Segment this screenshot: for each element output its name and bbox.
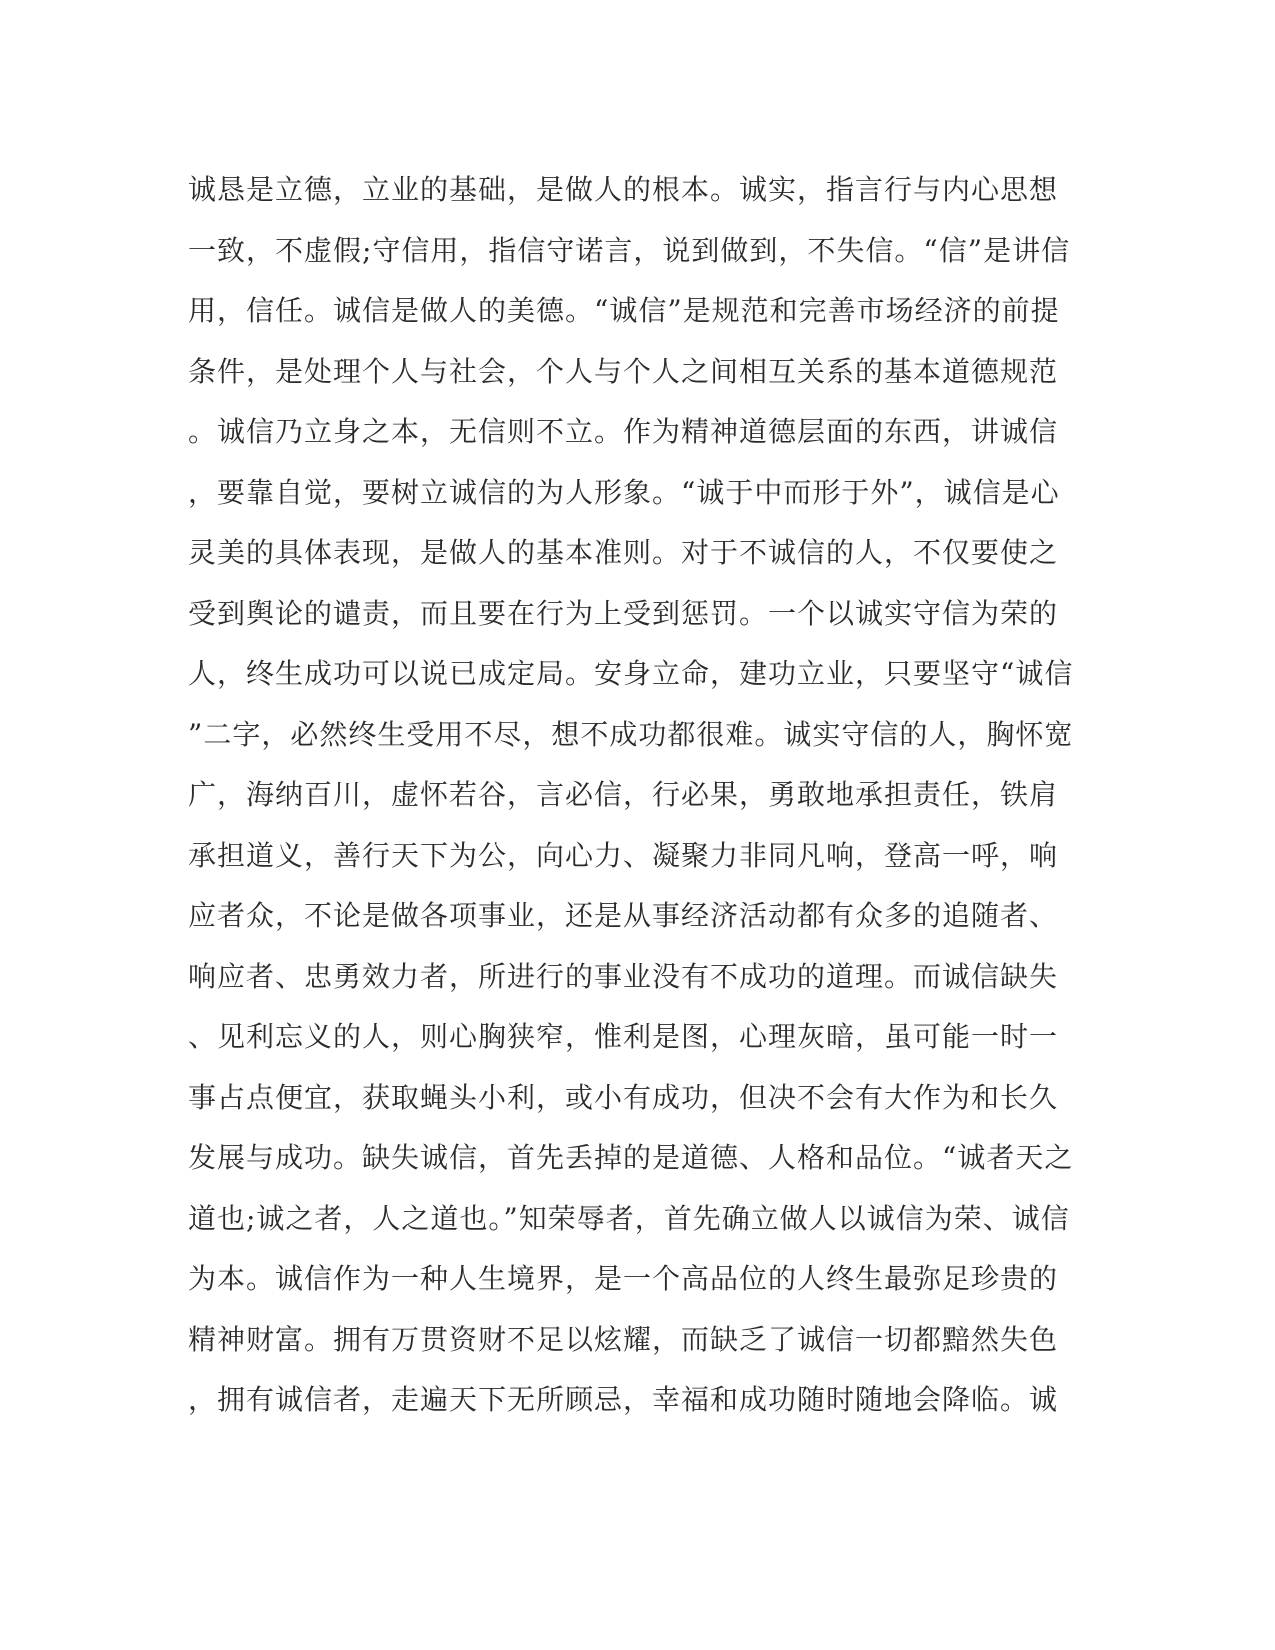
text-line: 为本。诚信作为一种人生境界，是一个高品位的人终生最弥足珍贵的 [188, 1262, 1059, 1295]
text-line: 用，信任。诚信是做人的美德。“诚信”是规范和完善市场经济的前提 [188, 294, 1060, 327]
text-line: 、见利忘义的人，则心胸狭窄，惟利是图，心理灰暗，虽可能一时一 [188, 1020, 1059, 1053]
text-line: 承担道义，善行天下为公，向心力、凝聚力非同凡响，登高一呼，响 [188, 838, 1059, 872]
text-line: 一致，不虚假;守信用，指信守诺言，说到做到，不失信。“信”是讲信 [188, 233, 1071, 267]
text-line: 事占点便宜，获取蝇头小利，或小有成功，但决不会有大作为和长久 [188, 1080, 1059, 1114]
text-line: 。诚信乃立身之本，无信则不立。作为精神道德层面的东西，讲诚信 [188, 415, 1059, 448]
text-line: 精神财富。拥有万贯资财不足以炫耀，而缺乏了诚信一切都黯然失色 [188, 1322, 1059, 1356]
text-line: 应者众，不论是做各项事业，还是从事经济活动都有众多的追随者、 [188, 899, 1059, 932]
text-line: 灵美的具体表现，是做人的基本准则。对于不诚信的人，不仅要使之 [188, 536, 1059, 569]
text-line: 人，终生成功可以说已成定局。安身立命，建功立业，只要坚守“诚信 [188, 657, 1074, 690]
text-line: 广，海纳百川，虚怀若谷，言必信，行必果，勇敢地承担责任，铁肩 [188, 778, 1059, 811]
text-line: 条件，是处理个人与社会，个人与个人之间相互关系的基本道德规范 [188, 354, 1059, 388]
text-line: ”二字，必然终生受用不尽，想不成功都很难。诚实守信的人，胸怀宽 [188, 717, 1074, 751]
text-line: 发展与成功。缺失诚信，首先丢掉的是道德、人格和品位。“诚者天之 [188, 1141, 1074, 1174]
text-line: 道也;诚之者，人之道也。”知荣辱者，首先确立做人以诚信为荣、诚信 [188, 1201, 1070, 1235]
text-line: ，要靠自觉，要树立诚信的为人形象。“诚于中而形于外”，诚信是心 [188, 475, 1060, 509]
text-line: 诚恳是立德，立业的基础，是做人的根本。诚实，指言行与内心思想 [188, 173, 1059, 206]
text-line: 响应者、忠勇效力者，所进行的事业没有不成功的道理。而诚信缺失 [188, 959, 1059, 993]
text-line: ，拥有诚信者，走遍天下无所顾忌，幸福和成功随时随地会降临。诚 [188, 1383, 1059, 1416]
text-line: 受到舆论的谴责，而且要在行为上受到惩罚。一个以诚实守信为荣的 [188, 596, 1059, 630]
body-paragraph [188, 160, 1088, 1431]
